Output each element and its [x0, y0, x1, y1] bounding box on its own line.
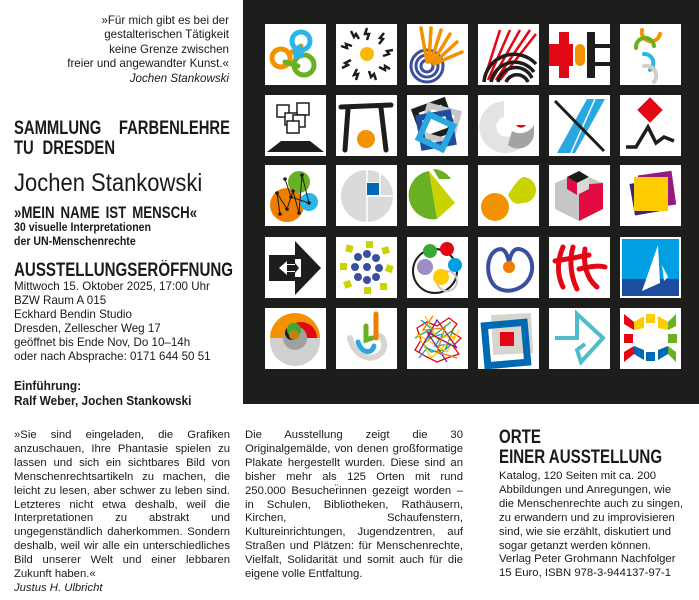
artwork-tile — [620, 308, 681, 369]
artwork-tile — [478, 308, 539, 369]
plug-shapes-artwork — [549, 24, 610, 85]
artwork-tile — [265, 24, 326, 85]
catalog-line: zu erwandern und zu improvisieren — [499, 511, 675, 524]
spiral-rays-artwork — [407, 24, 468, 85]
artwork-tile — [478, 165, 539, 226]
artwork-tile — [336, 308, 397, 369]
arrow-in-arrow-artwork — [265, 237, 326, 298]
dancing-arcs-artwork — [620, 24, 681, 85]
blue-x-artwork — [549, 95, 610, 156]
artwork-tile — [407, 165, 468, 226]
collection-line: SAMMLUNG FARBENLEHRE — [14, 118, 231, 139]
exhibition-description — [245, 429, 463, 582]
introduction — [14, 379, 191, 409]
opening-contact: oder nach Absprache: 0171 644 50 51 — [14, 349, 211, 363]
exhibition-subtitle — [14, 222, 151, 249]
interlinked-rings-artwork — [265, 24, 326, 85]
introduction-label: Einführung: — [14, 379, 82, 393]
sailboat-artwork — [620, 237, 681, 298]
sun-burst-artwork — [336, 24, 397, 85]
artwork-tile — [620, 237, 681, 298]
artwork-tile — [336, 95, 397, 156]
introduction-speakers: Ralf Weber, Jochen Stankowski — [14, 394, 192, 408]
subtitle-line: der UN-Menschenrechte — [14, 235, 136, 248]
green-segments-artwork — [407, 165, 468, 226]
artwork-tile — [549, 95, 610, 156]
intro-quote — [14, 14, 229, 86]
catalog-heading-line: EINER AUSSTELLUNG — [499, 447, 663, 468]
merging-blobs-artwork — [478, 165, 539, 226]
opening-date: Mittwoch 15. Oktober 2025, 17:00 Uhr — [14, 280, 210, 293]
catalog-line: Abbildungen und Anregungen, wie — [499, 483, 672, 496]
artwork-tile — [265, 237, 326, 298]
diamond-figure-artwork — [620, 95, 681, 156]
table-circle-artwork — [336, 95, 397, 156]
quote-line: freier und angewandter Kunst.« — [67, 57, 229, 71]
red-lines-arches-artwork — [478, 24, 539, 85]
opening-hours: geöffnet bis Ende Nov, Do 10–14h — [14, 335, 191, 349]
overlapping-squares-artwork — [620, 165, 681, 226]
collection-line: TU DRESDEN — [14, 138, 116, 159]
artwork-tile — [620, 165, 681, 226]
catalog-line: sogar getanzt werden können. — [499, 539, 651, 552]
concentric-eye-artwork — [265, 308, 326, 369]
artwork-tile — [478, 237, 539, 298]
colored-circles-ring-artwork — [407, 237, 468, 298]
hand-gesture-artwork — [336, 308, 397, 369]
divided-circle-artwork — [336, 165, 397, 226]
artwork-tile — [407, 308, 468, 369]
flag-squares-ring-artwork — [620, 308, 681, 369]
opening-studio: Eckhard Bendin Studio — [14, 307, 132, 321]
opening-details — [14, 280, 211, 363]
artwork-tile — [549, 24, 610, 85]
artist-name: Jochen Stankowski — [14, 169, 203, 197]
description-text: Die Ausstellung zeigt die 30 Originalgemälde, von denen großformatige Plakate hergestellt wurden. Diese sind an bisher mehr als 125 Orten mit rund 250.000 Besucher̈innen gezeigt worden – in Schulen, Bibliotheken, Rathäusern, Kirchen, Schaufenstern, Kultureinrichtungen, Jugendzentren, auf Straßen und Plätzen: für Menschenrechte, Vielfalt, Solidarität und somit auch für die eigene volle Entfaltung. — [245, 429, 463, 581]
artwork-tile — [620, 95, 681, 156]
red-brush-strokes-artwork — [549, 237, 610, 298]
grey-crescent-artwork — [478, 95, 539, 156]
artwork-tile — [407, 237, 468, 298]
nested-frames-artwork — [478, 308, 539, 369]
stacked-squares-artwork — [265, 95, 326, 156]
dots-squares-artwork — [336, 237, 397, 298]
artwork-tile — [265, 165, 326, 226]
catalog-line: die Menschenrechte auch zu singen, — [499, 497, 684, 510]
artwork-tile — [336, 237, 397, 298]
catalog-heading-line: ORTE — [499, 427, 541, 448]
opening-room: BZW Raum A 015 — [14, 293, 107, 307]
tangled-lines-artwork — [407, 308, 468, 369]
artwork-tile — [265, 95, 326, 156]
artwork-tile — [336, 24, 397, 85]
network-circles-artwork — [265, 165, 326, 226]
quote-text: »Sie sind eingeladen, die Grafiken anzuschauen, Ihre Phantasie spielen zu lassen und sich ein sichtbares Bild von Menschenrechtsartikeln zu machen, die leicht zu lesen, aber schwer zu leben sind. Letzteres nicht etwa deshalb, weil die Interpretationen zu abstrakt und ungegenständlich daherkommen. Sondern deshalb, weil wir alle ein unterschiedliches Bild unserer Welt und einer lebbaren Zukunft haben.« — [14, 429, 230, 581]
cyan-arrow-artwork — [549, 308, 610, 369]
isometric-cube-artwork — [549, 165, 610, 226]
quote-author: Justus H. Ulbricht — [14, 581, 103, 594]
artwork-tile — [336, 165, 397, 226]
subtitle-line: 30 visuelle Interpretationen — [14, 222, 152, 234]
artwork-tile — [407, 24, 468, 85]
artwork-panel — [243, 0, 699, 404]
catalog-line: Katalog, 120 Seiten mit ca. 200 — [499, 470, 657, 482]
artwork-tile — [407, 95, 468, 156]
opening-heading: AUSSTELLUNGSERÖFFNUNG — [14, 260, 234, 281]
artwork-tile — [265, 308, 326, 369]
artwork-tile — [549, 165, 610, 226]
rotating-squares-artwork — [407, 95, 468, 156]
artwork-tile — [478, 95, 539, 156]
opening-address: Dresden, Zellescher Weg 17 — [14, 321, 161, 335]
quote-author: Jochen Stankowski — [129, 71, 229, 85]
looped-path-artwork — [478, 237, 539, 298]
catalog-price-isbn: 15 Euro, ISBN 978-3-944137-97-1 — [499, 567, 672, 580]
quote-line: keine Grenze zwischen — [109, 42, 229, 56]
quote-line: »Für mich gibt es bei der — [101, 14, 229, 27]
quote-line: gestalterischen Tätigkeit — [104, 28, 229, 42]
catalog-heading — [499, 428, 662, 468]
artwork-tile — [549, 237, 610, 298]
artwork-tile — [549, 308, 610, 369]
ulbricht-quote — [14, 429, 230, 596]
catalog-publisher: Verlag Peter Grohmann Nachfolger — [499, 553, 676, 566]
catalog-line: sind, wie sie erzählt, diskutiert und — [499, 525, 672, 538]
collection-heading — [14, 119, 230, 159]
exhibition-title: »MEIN NAME IST MENSCH« — [14, 203, 198, 222]
catalog-details — [499, 470, 694, 581]
artwork-tile — [620, 24, 681, 85]
artwork-tile — [478, 24, 539, 85]
